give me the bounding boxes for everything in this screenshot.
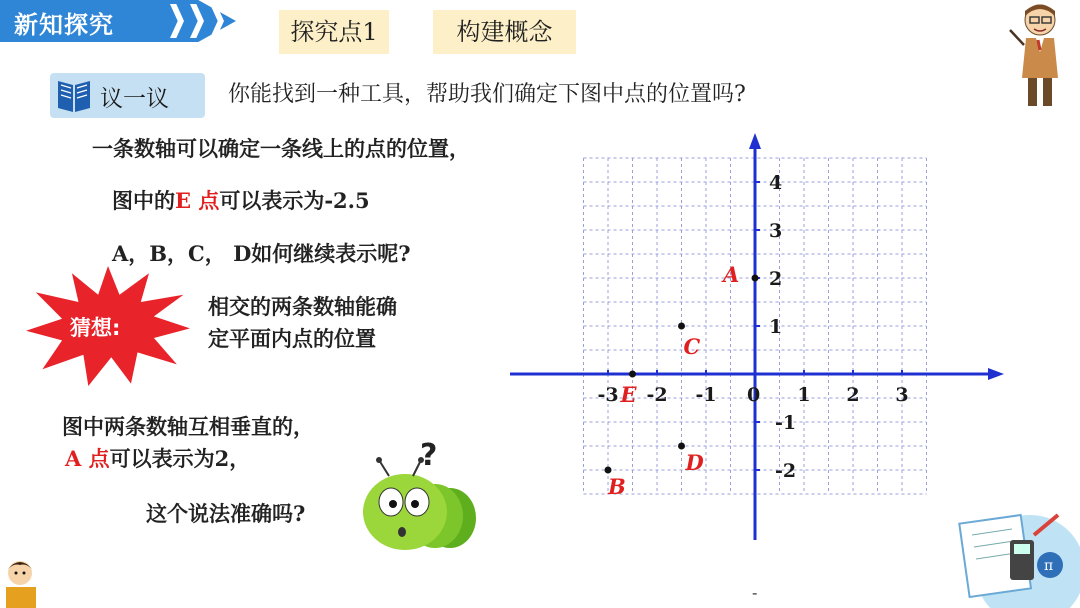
guess-line-1: 相交的两条数轴能确 bbox=[208, 294, 397, 319]
point-d bbox=[678, 443, 685, 450]
discuss-label: 议一议 bbox=[100, 86, 169, 112]
svg-text:?: ? bbox=[420, 438, 438, 473]
origin-label: 0 bbox=[747, 384, 761, 406]
footer-dash: - bbox=[752, 583, 758, 602]
y-axis-arrow bbox=[749, 133, 761, 149]
point-e bbox=[629, 371, 636, 378]
y-tick-label: 1 bbox=[769, 316, 783, 338]
perpendicular-text: 图中两条数轴互相垂直的， bbox=[62, 414, 314, 439]
text-segment: 图中的 bbox=[112, 188, 175, 213]
x-tick-label: -2 bbox=[646, 384, 668, 406]
svg-text:π: π bbox=[1044, 558, 1054, 574]
tick-labels bbox=[597, 172, 908, 482]
axes bbox=[510, 133, 1004, 540]
guess-line-2: 定平面内点的位置 bbox=[208, 326, 376, 351]
question-text: 你能找到一种工具，帮助我们确定下图中点的位置吗? bbox=[228, 82, 746, 107]
text-segment: 可以表示为2， bbox=[109, 446, 251, 471]
y-tick-label: 2 bbox=[769, 268, 783, 290]
x-tick-label: -1 bbox=[695, 384, 717, 406]
point-label-b: B bbox=[608, 474, 626, 499]
x-tick-label: 3 bbox=[895, 384, 909, 406]
continue-question: A，B，C， D如何继续表示呢? bbox=[112, 241, 411, 266]
point-c bbox=[678, 323, 685, 330]
number-line-text: 一条数轴可以确定一条线上的点的位置， bbox=[92, 136, 470, 161]
x-axis-arrow bbox=[988, 368, 1004, 380]
tag-build-concept: 构建概念 bbox=[433, 10, 576, 54]
tag-exploration-point: 探究点1 bbox=[279, 10, 389, 54]
y-tick-label: -1 bbox=[775, 412, 797, 434]
a-point-label: A 点 bbox=[65, 446, 110, 471]
x-tick-label: -3 bbox=[597, 384, 619, 406]
y-tick-label: 3 bbox=[769, 220, 783, 242]
guess-label: 猜想: bbox=[70, 316, 121, 340]
e-point-label: E 点 bbox=[175, 188, 220, 213]
y-tick-label: -2 bbox=[775, 460, 797, 482]
accuracy-question: 这个说法准确吗? bbox=[146, 501, 306, 526]
point-label-d: D bbox=[685, 450, 704, 475]
x-tick-label: 1 bbox=[797, 384, 811, 406]
point-label-c: C bbox=[683, 334, 701, 359]
point-label-a: A bbox=[723, 262, 740, 287]
banner-title: 新知探究 bbox=[14, 11, 114, 39]
point-b bbox=[605, 467, 612, 474]
point-a bbox=[752, 275, 759, 282]
y-tick-label: 4 bbox=[769, 172, 783, 194]
x-tick-label: 2 bbox=[846, 384, 860, 406]
point-label-e: E bbox=[620, 382, 637, 407]
text-segment: 可以表示为-2.5 bbox=[219, 188, 370, 213]
